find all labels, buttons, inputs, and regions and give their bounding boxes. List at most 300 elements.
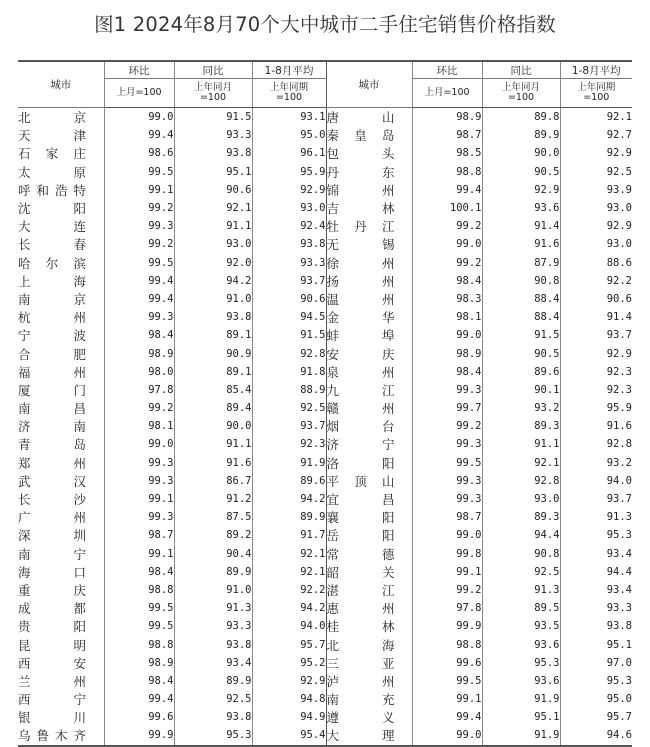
mom-index: 98.4 — [104, 326, 174, 344]
city-label: 济南 — [18, 419, 86, 435]
city-label: 常德 — [326, 546, 395, 562]
header-avg: 1-8月平均 — [252, 61, 326, 79]
city-name — [326, 454, 412, 472]
city-name — [326, 617, 412, 635]
mom-index: 98.9 — [104, 344, 174, 362]
avg-index: 91.8 — [252, 363, 326, 381]
yoy-index: 90.6 — [174, 181, 252, 199]
city-label: 泉州 — [326, 364, 395, 380]
city-label: 吉林 — [326, 201, 395, 217]
city-name — [18, 435, 104, 453]
avg-index: 94.5 — [252, 308, 326, 326]
table-row — [18, 326, 632, 344]
table-row — [18, 508, 632, 526]
city-label: 西安 — [18, 655, 86, 671]
city-name — [18, 599, 104, 617]
avg-index: 93.1 — [252, 108, 326, 127]
yoy-index: 92.9 — [482, 181, 560, 199]
mom-index: 99.2 — [104, 199, 174, 217]
mom-index: 99.0 — [412, 235, 482, 253]
yoy-index: 89.9 — [174, 563, 252, 581]
mom-index: 99.3 — [412, 381, 482, 399]
yoy-index: 90.8 — [482, 272, 560, 290]
city-name — [326, 399, 412, 417]
city-name — [326, 199, 412, 217]
city-name — [326, 308, 412, 326]
city-label: 沈阳 — [18, 201, 86, 217]
mom-index: 99.2 — [104, 235, 174, 253]
header-city: 城市 — [326, 61, 412, 108]
yoy-index: 91.1 — [174, 435, 252, 453]
city-label: 石家庄 — [18, 146, 86, 162]
city-name — [326, 726, 412, 745]
yoy-index: 87.5 — [174, 508, 252, 526]
mom-index: 99.4 — [412, 708, 482, 726]
yoy-index: 88.4 — [482, 308, 560, 326]
yoy-index: 92.8 — [482, 472, 560, 490]
avg-index: 95.7 — [560, 708, 632, 726]
header-avg: 1-8月平均 — [560, 61, 632, 79]
avg-index: 95.0 — [252, 126, 326, 144]
city-label: 泸州 — [326, 673, 395, 689]
city-name — [18, 290, 104, 308]
avg-index: 91.4 — [560, 308, 632, 326]
mom-index: 99.6 — [412, 654, 482, 672]
table-row — [18, 126, 632, 144]
city-label: 平顶山 — [326, 473, 395, 489]
yoy-index: 92.0 — [174, 254, 252, 272]
city-name — [326, 326, 412, 344]
avg-index: 94.0 — [252, 617, 326, 635]
table-row — [18, 526, 632, 544]
city-label: 桂林 — [326, 619, 395, 635]
city-name — [18, 308, 104, 326]
yoy-index: 93.8 — [174, 144, 252, 162]
avg-index: 88.6 — [560, 254, 632, 272]
mom-index: 98.8 — [412, 635, 482, 653]
city-name — [326, 290, 412, 308]
yoy-index: 88.4 — [482, 290, 560, 308]
city-name — [18, 635, 104, 653]
city-label: 长沙 — [18, 492, 86, 508]
table-row — [18, 581, 632, 599]
yoy-index: 91.3 — [174, 599, 252, 617]
city-name — [18, 381, 104, 399]
yoy-index: 89.6 — [482, 363, 560, 381]
city-label: 南昌 — [18, 401, 86, 417]
yoy-index: 89.9 — [482, 126, 560, 144]
city-label: 广州 — [18, 510, 86, 526]
city-label: 兰州 — [18, 673, 86, 689]
city-label: 大连 — [18, 219, 86, 235]
city-name — [18, 490, 104, 508]
city-name — [18, 363, 104, 381]
city-name — [326, 181, 412, 199]
avg-index: 95.7 — [252, 635, 326, 653]
avg-index: 92.8 — [252, 344, 326, 362]
yoy-index: 91.5 — [174, 108, 252, 127]
avg-index: 91.5 — [252, 326, 326, 344]
mom-index: 98.4 — [412, 272, 482, 290]
city-label: 惠州 — [326, 601, 395, 617]
avg-index: 89.6 — [252, 472, 326, 490]
avg-index: 88.9 — [252, 381, 326, 399]
avg-index: 95.3 — [560, 672, 632, 690]
table-row — [18, 435, 632, 453]
city-name — [18, 235, 104, 253]
city-name — [18, 563, 104, 581]
avg-index: 93.7 — [560, 326, 632, 344]
mom-index: 99.3 — [412, 435, 482, 453]
mom-index: 99.1 — [104, 545, 174, 563]
city-label: 贵阳 — [18, 619, 86, 635]
mom-index: 99.0 — [412, 526, 482, 544]
city-label: 宜昌 — [326, 492, 395, 508]
table-row — [18, 144, 632, 162]
avg-index: 92.9 — [560, 217, 632, 235]
yoy-index: 90.4 — [174, 545, 252, 563]
city-label: 丹东 — [326, 164, 395, 180]
city-name — [326, 435, 412, 453]
city-label: 银川 — [18, 710, 86, 726]
city-name — [18, 417, 104, 435]
mom-index: 98.5 — [412, 144, 482, 162]
city-label: 九江 — [326, 382, 395, 398]
city-name — [326, 235, 412, 253]
avg-index: 93.3 — [252, 254, 326, 272]
mom-index: 99.2 — [104, 399, 174, 417]
mom-index: 98.1 — [104, 417, 174, 435]
header-tongbi: 同比 — [482, 61, 560, 79]
yoy-index: 89.2 — [174, 526, 252, 544]
mom-index: 99.6 — [104, 708, 174, 726]
header-huanbi-sub: 上月=100 — [104, 79, 174, 108]
table-row — [18, 199, 632, 217]
yoy-index: 90.0 — [174, 417, 252, 435]
mom-index: 98.8 — [104, 581, 174, 599]
city-label: 北京 — [18, 110, 86, 126]
city-label: 洛阳 — [326, 455, 395, 471]
mom-index: 98.7 — [104, 526, 174, 544]
city-label: 南京 — [18, 291, 86, 307]
yoy-index: 93.3 — [174, 126, 252, 144]
avg-index: 92.9 — [252, 672, 326, 690]
city-name — [18, 199, 104, 217]
city-label: 青岛 — [18, 437, 86, 453]
mom-index: 99.3 — [412, 472, 482, 490]
avg-index: 95.2 — [252, 654, 326, 672]
table-row — [18, 635, 632, 653]
avg-index: 92.1 — [252, 563, 326, 581]
city-name — [326, 363, 412, 381]
mom-index: 99.2 — [412, 417, 482, 435]
city-name — [326, 144, 412, 162]
city-label: 南充 — [326, 692, 395, 708]
table-row — [18, 545, 632, 563]
mom-index: 99.7 — [412, 399, 482, 417]
yoy-index: 90.5 — [482, 163, 560, 181]
yoy-index: 91.0 — [174, 290, 252, 308]
mom-index: 98.3 — [412, 290, 482, 308]
city-label: 福州 — [18, 364, 86, 380]
avg-index: 90.6 — [252, 290, 326, 308]
table-row — [18, 599, 632, 617]
city-name — [18, 690, 104, 708]
avg-index: 92.9 — [252, 181, 326, 199]
mom-index: 98.9 — [412, 108, 482, 127]
yoy-index: 91.0 — [174, 581, 252, 599]
mom-index: 97.8 — [104, 381, 174, 399]
avg-index: 94.9 — [252, 708, 326, 726]
mom-index: 99.5 — [104, 617, 174, 635]
yoy-index: 87.9 — [482, 254, 560, 272]
mom-index: 99.4 — [104, 690, 174, 708]
yoy-index: 93.8 — [174, 708, 252, 726]
yoy-index: 95.1 — [482, 708, 560, 726]
city-name — [18, 181, 104, 199]
table-row — [18, 217, 632, 235]
city-name — [326, 272, 412, 290]
mom-index: 99.1 — [104, 490, 174, 508]
city-label: 太原 — [18, 164, 86, 180]
mom-index: 97.8 — [412, 599, 482, 617]
mom-index: 99.1 — [412, 690, 482, 708]
city-label: 锦州 — [326, 182, 395, 198]
city-label: 杭州 — [18, 310, 86, 326]
city-name — [18, 272, 104, 290]
avg-index: 92.2 — [252, 581, 326, 599]
mom-index: 99.4 — [104, 126, 174, 144]
yoy-index: 91.9 — [482, 726, 560, 745]
header-tongbi-sub: 上年同月 =100 — [482, 79, 560, 108]
city-name — [18, 217, 104, 235]
avg-index: 95.9 — [252, 163, 326, 181]
table-row — [18, 381, 632, 399]
city-label: 岳阳 — [326, 528, 395, 544]
city-name — [18, 108, 104, 127]
avg-index: 97.0 — [560, 654, 632, 672]
mom-index: 98.4 — [412, 363, 482, 381]
avg-index: 95.4 — [252, 726, 326, 745]
city-name — [18, 617, 104, 635]
city-name — [326, 708, 412, 726]
yoy-index: 95.1 — [174, 163, 252, 181]
mom-index: 99.3 — [412, 490, 482, 508]
avg-index: 92.3 — [252, 435, 326, 453]
mom-index: 99.5 — [104, 599, 174, 617]
city-name — [18, 672, 104, 690]
mom-index: 99.1 — [412, 563, 482, 581]
city-name — [18, 344, 104, 362]
mom-index: 100.1 — [412, 199, 482, 217]
city-name — [18, 144, 104, 162]
city-label: 襄阳 — [326, 510, 395, 526]
avg-index: 91.9 — [252, 454, 326, 472]
city-label: 扬州 — [326, 273, 395, 289]
page-title: 图1 2024年8月70个大中城市二手住宅销售价格指数 — [94, 13, 556, 36]
yoy-index: 95.3 — [482, 654, 560, 672]
avg-index: 92.1 — [252, 545, 326, 563]
yoy-index: 92.1 — [482, 454, 560, 472]
city-label: 乌鲁木齐 — [18, 728, 86, 744]
table-row — [18, 417, 632, 435]
avg-index: 93.0 — [560, 199, 632, 217]
city-name — [326, 217, 412, 235]
header-huanbi-sub: 上月=100 — [412, 79, 482, 108]
city-label: 遵义 — [326, 710, 395, 726]
mom-index: 99.1 — [104, 181, 174, 199]
mom-index: 99.2 — [412, 581, 482, 599]
price-index-table — [18, 60, 632, 747]
yoy-index: 91.2 — [174, 490, 252, 508]
header-tongbi: 同比 — [174, 61, 252, 79]
city-label: 昆明 — [18, 637, 86, 653]
city-name — [326, 108, 412, 127]
city-label: 湛江 — [326, 582, 395, 598]
avg-index: 93.0 — [560, 235, 632, 253]
yoy-index: 90.9 — [174, 344, 252, 362]
table-row — [18, 235, 632, 253]
yoy-index: 93.5 — [482, 617, 560, 635]
yoy-index: 93.6 — [482, 199, 560, 217]
city-name — [326, 163, 412, 181]
mom-index: 99.9 — [104, 726, 174, 745]
city-name — [326, 599, 412, 617]
table-row — [18, 181, 632, 199]
yoy-index: 93.8 — [174, 635, 252, 653]
yoy-index: 92.1 — [174, 199, 252, 217]
avg-index: 92.1 — [560, 108, 632, 127]
mom-index: 99.0 — [104, 435, 174, 453]
city-name — [326, 417, 412, 435]
table-row — [18, 163, 632, 181]
yoy-index: 89.3 — [482, 417, 560, 435]
city-name — [326, 563, 412, 581]
avg-index: 93.2 — [560, 454, 632, 472]
mom-index: 99.4 — [104, 290, 174, 308]
avg-index: 94.4 — [560, 563, 632, 581]
mom-index: 99.3 — [104, 472, 174, 490]
avg-index: 95.3 — [560, 526, 632, 544]
mom-index: 98.8 — [104, 635, 174, 653]
city-label: 无锡 — [326, 237, 395, 253]
city-name — [326, 654, 412, 672]
mom-index: 98.9 — [412, 344, 482, 362]
yoy-index: 93.4 — [174, 654, 252, 672]
city-name — [326, 126, 412, 144]
table-row — [18, 690, 632, 708]
city-label: 成都 — [18, 601, 86, 617]
city-name — [18, 508, 104, 526]
avg-index: 96.1 — [252, 144, 326, 162]
table-row — [18, 454, 632, 472]
city-label: 蚌埠 — [326, 328, 395, 344]
yoy-index: 91.4 — [482, 217, 560, 235]
yoy-index: 91.1 — [482, 435, 560, 453]
city-name — [326, 344, 412, 362]
city-name — [326, 526, 412, 544]
city-name — [326, 635, 412, 653]
yoy-index: 94.4 — [482, 526, 560, 544]
yoy-index: 90.8 — [482, 545, 560, 563]
avg-index: 92.5 — [560, 163, 632, 181]
city-name — [326, 545, 412, 563]
city-label: 济宁 — [326, 437, 395, 453]
yoy-index: 93.6 — [482, 635, 560, 653]
city-name — [18, 526, 104, 544]
mom-index: 99.0 — [104, 108, 174, 127]
table-row — [18, 399, 632, 417]
avg-index: 94.2 — [252, 490, 326, 508]
table-row — [18, 344, 632, 362]
city-label: 包头 — [326, 146, 395, 162]
yoy-index: 89.5 — [482, 599, 560, 617]
yoy-index: 90.0 — [482, 144, 560, 162]
avg-index: 95.9 — [560, 399, 632, 417]
avg-index: 94.8 — [252, 690, 326, 708]
city-label: 三亚 — [326, 655, 395, 671]
city-name — [18, 254, 104, 272]
avg-index: 92.5 — [252, 399, 326, 417]
header-huanbi: 环比 — [104, 61, 174, 79]
city-label: 呼和浩特 — [18, 182, 86, 198]
yoy-index: 91.1 — [174, 217, 252, 235]
avg-index: 92.8 — [560, 435, 632, 453]
header-avg-sub: 上年同期 =100 — [252, 79, 326, 108]
mom-index: 99.2 — [412, 254, 482, 272]
city-name — [18, 399, 104, 417]
yoy-index: 93.8 — [174, 308, 252, 326]
mom-index: 99.3 — [104, 508, 174, 526]
table-row — [18, 108, 632, 127]
city-name — [18, 472, 104, 490]
city-label: 赣州 — [326, 401, 395, 417]
city-label: 牡丹江 — [326, 219, 395, 235]
avg-index: 92.3 — [560, 381, 632, 399]
yoy-index: 93.3 — [174, 617, 252, 635]
avg-index: 92.4 — [252, 217, 326, 235]
mom-index: 99.5 — [104, 254, 174, 272]
city-name — [326, 508, 412, 526]
city-name — [18, 126, 104, 144]
avg-index: 91.6 — [560, 417, 632, 435]
city-name — [18, 454, 104, 472]
yoy-index: 93.2 — [482, 399, 560, 417]
avg-index: 93.4 — [560, 545, 632, 563]
avg-index: 91.3 — [560, 508, 632, 526]
yoy-index: 91.9 — [482, 690, 560, 708]
mom-index: 98.7 — [412, 126, 482, 144]
city-label: 长春 — [18, 237, 86, 253]
city-label: 安庆 — [326, 346, 395, 362]
yoy-index: 91.5 — [482, 326, 560, 344]
avg-index: 93.0 — [252, 199, 326, 217]
table-row — [18, 363, 632, 381]
mom-index: 98.1 — [412, 308, 482, 326]
city-label: 金华 — [326, 310, 395, 326]
table-row — [18, 672, 632, 690]
city-label: 上海 — [18, 273, 86, 289]
mom-index: 99.5 — [412, 454, 482, 472]
yoy-index: 86.7 — [174, 472, 252, 490]
table-row — [18, 563, 632, 581]
table-row — [18, 308, 632, 326]
header-huanbi: 环比 — [412, 61, 482, 79]
city-label: 韶关 — [326, 564, 395, 580]
city-name — [326, 672, 412, 690]
avg-index: 93.7 — [252, 417, 326, 435]
avg-index: 92.3 — [560, 363, 632, 381]
